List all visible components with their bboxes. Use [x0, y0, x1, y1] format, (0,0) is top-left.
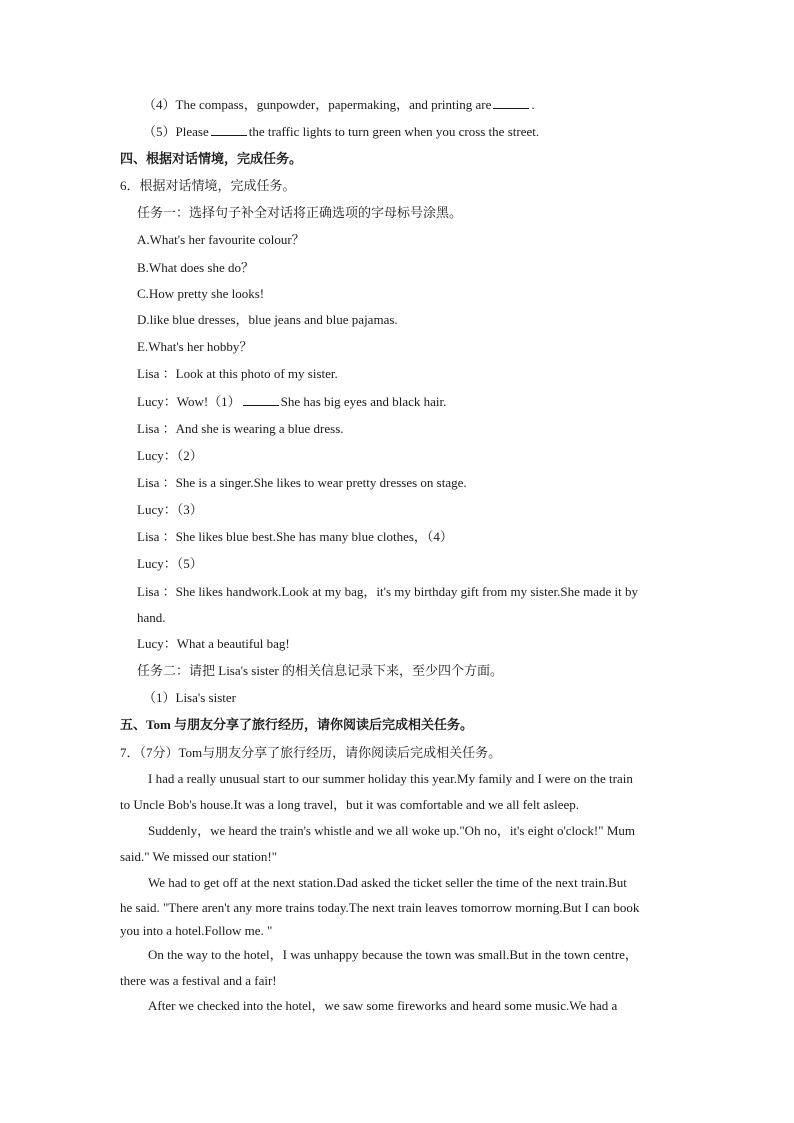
passage-line: you into a hotel.Follow me. ": [120, 923, 273, 938]
passage-line: Suddenly，we heard the train's whistle and we all woke up."Oh no，it's eight o'clock!" Mum: [148, 823, 635, 838]
passage-line: After we checked into the hotel，we saw some fireworks and heard some music.We had a: [148, 998, 618, 1013]
dialogue-line: Lisa ：And she is wearing a blue dress.: [137, 421, 344, 436]
dialogue-line: Lucy：Wow!（1） She has big eyes and black hair.: [137, 394, 447, 409]
dialogue-line: Lisa ：She is a singer.She likes to wear pretty dresses on stage.: [137, 475, 467, 490]
answer-blank: [243, 393, 279, 406]
passage-line: We had to get off at the next station.Dad asked the ticket seller the time of the next train.But: [148, 875, 627, 890]
option-e: E.What's her hobby？: [137, 339, 253, 354]
passage-line: to Uncle Bob's house.It was a long travel，but it was comfortable and we all felt asleep.: [120, 797, 580, 812]
dialogue-line: Lisa ：She likes handwork.Look at my bag，it's my birthday gift from my sister.She made it by: [137, 584, 638, 599]
passage-line: he said. "There aren't any more trains today.The next train leaves tomorrow morning.But I can book: [120, 900, 640, 915]
section-heading-five: 五、Tom 与朋友分享了旅行经历，请你阅读后完成相关任务。: [120, 717, 474, 732]
option-d: D.like blue dresses，blue jeans and blue pajamas.: [137, 312, 398, 327]
dialogue-line: Lucy：（3）: [137, 502, 203, 517]
answer-blank: [211, 123, 247, 136]
question-line-5: （5）Please the traffic lights to turn green when you cross the street.: [143, 124, 540, 139]
dialogue-line: Lisa ：Look at this photo of my sister.: [137, 366, 338, 381]
task-two-item-1: （1）Lisa's sister: [143, 690, 236, 705]
answer-blank: [493, 96, 529, 109]
option-a: A.What's her favourite colour？: [137, 232, 305, 247]
passage-line: said." We missed our station!": [120, 849, 278, 864]
dialogue-line-cont: hand.: [137, 610, 166, 625]
task-two-instruction: 任务二：请把 Lisa's sister 的相关信息记录下来，至少四个方面。: [137, 663, 503, 678]
passage-line: I had a really unusual start to our summer holiday this year.My family and I were on the train: [148, 771, 633, 786]
passage-line: On the way to the hotel，I was unhappy because the town was small.But in the town centre，: [148, 947, 638, 962]
question-6-title: 6．根据对话情境，完成任务。: [120, 178, 296, 193]
section-heading-four: 四、根据对话情境，完成任务。: [120, 151, 303, 166]
dialogue-line: Lucy：（5）: [137, 556, 203, 571]
question-line-4: （4）The compass，gunpowder，papermaking，and printing are .: [143, 97, 535, 112]
dialogue-line: Lucy：What a beautiful bag!: [137, 636, 290, 651]
question-7-title: 7．（7分）Tom与朋友分享了旅行经历，请你阅读后完成相关任务。: [120, 745, 502, 760]
option-c: C.How pretty she looks!: [137, 286, 265, 301]
dialogue-line: Lisa ：She likes blue best.She has many blue clothes，（4）: [137, 529, 453, 544]
dialogue-line: Lucy：（2）: [137, 448, 203, 463]
task-one-instruction: 任务一：选择句子补全对话将正确选项的字母标号涂黑。: [137, 205, 463, 220]
passage-line: there was a festival and a fair!: [120, 973, 277, 988]
option-b: B.What does she do？: [137, 260, 254, 275]
